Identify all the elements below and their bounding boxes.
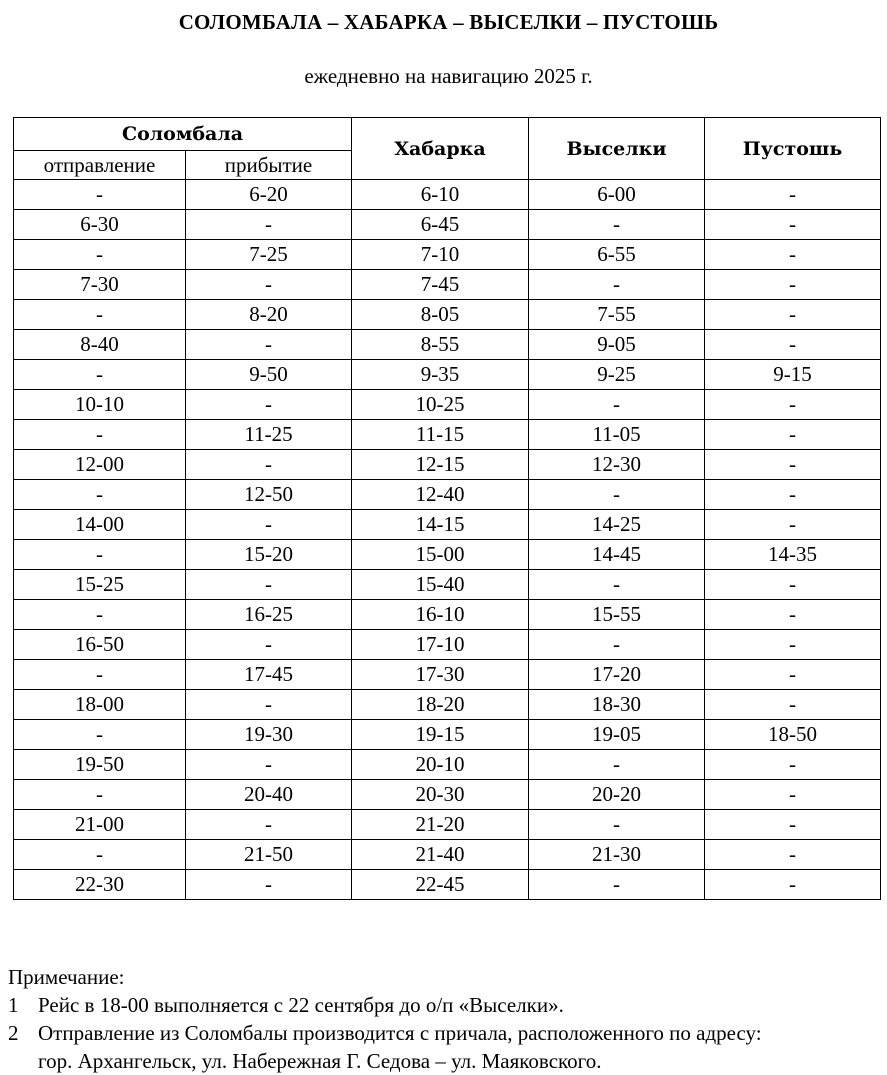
cell-pustosh: - bbox=[705, 270, 881, 300]
table-row bbox=[14, 180, 881, 210]
cell-solombala-arrival: - bbox=[186, 630, 352, 660]
cell-khabarka: 10-25 bbox=[352, 390, 529, 420]
cell-vyselki: 14-25 bbox=[529, 510, 705, 540]
cell-khabarka: 14-15 bbox=[352, 510, 529, 540]
cell-solombala-arrival: - bbox=[186, 450, 352, 480]
cell-pustosh: - bbox=[705, 570, 881, 600]
cell-solombala-departure: - bbox=[14, 720, 186, 750]
cell-khabarka: 17-10 bbox=[352, 630, 529, 660]
cell-pustosh: - bbox=[705, 660, 881, 690]
table-row bbox=[14, 480, 881, 510]
cell-vyselki: - bbox=[529, 210, 705, 240]
cell-vyselki: 18-30 bbox=[529, 690, 705, 720]
cell-khabarka: 7-45 bbox=[352, 270, 529, 300]
note-item bbox=[8, 1019, 878, 1075]
cell-solombala-departure: 7-30 bbox=[14, 270, 186, 300]
cell-solombala-arrival: 6-20 bbox=[186, 180, 352, 210]
cell-solombala-departure: 21-00 bbox=[14, 810, 186, 840]
cell-khabarka: 21-20 bbox=[352, 810, 529, 840]
cell-pustosh: - bbox=[705, 420, 881, 450]
table-row bbox=[14, 570, 881, 600]
cell-vyselki: 12-30 bbox=[529, 450, 705, 480]
table-row bbox=[14, 720, 881, 750]
cell-pustosh: - bbox=[705, 450, 881, 480]
cell-khabarka: 11-15 bbox=[352, 420, 529, 450]
cell-vyselki: 6-55 bbox=[529, 240, 705, 270]
cell-pustosh: - bbox=[705, 870, 881, 900]
cell-pustosh: - bbox=[705, 780, 881, 810]
cell-vyselki: 11-05 bbox=[529, 420, 705, 450]
table-row bbox=[14, 540, 881, 570]
cell-solombala-departure: 18-00 bbox=[14, 690, 186, 720]
cell-solombala-departure: 8-40 bbox=[14, 330, 186, 360]
cell-pustosh: 14-35 bbox=[705, 540, 881, 570]
cell-khabarka: 19-15 bbox=[352, 720, 529, 750]
cell-solombala-arrival: - bbox=[186, 570, 352, 600]
cell-vyselki: 20-20 bbox=[529, 780, 705, 810]
table-row bbox=[14, 870, 881, 900]
table-row bbox=[14, 810, 881, 840]
cell-khabarka: 22-45 bbox=[352, 870, 529, 900]
cell-solombala-arrival: 19-30 bbox=[186, 720, 352, 750]
table-row bbox=[14, 630, 881, 660]
cell-pustosh: - bbox=[705, 180, 881, 210]
cell-khabarka: 9-35 bbox=[352, 360, 529, 390]
note-text: Рейс в 18-00 выполняется с 22 сентября до о/п «Выселки». bbox=[38, 993, 564, 1017]
cell-solombala-arrival: 9-50 bbox=[186, 360, 352, 390]
notes-section bbox=[8, 963, 878, 1075]
cell-solombala-arrival: 8-20 bbox=[186, 300, 352, 330]
cell-solombala-arrival: - bbox=[186, 390, 352, 420]
cell-solombala-departure: - bbox=[14, 180, 186, 210]
cell-solombala-departure: 10-10 bbox=[14, 390, 186, 420]
notes-heading: Примечание: bbox=[8, 965, 125, 989]
cell-solombala-departure: - bbox=[14, 540, 186, 570]
note-number: 1 bbox=[8, 993, 19, 1017]
cell-solombala-departure: - bbox=[14, 420, 186, 450]
cell-solombala-arrival: 12-50 bbox=[186, 480, 352, 510]
cell-pustosh: - bbox=[705, 480, 881, 510]
header-solombala: Соломбала bbox=[14, 118, 352, 151]
cell-solombala-arrival: - bbox=[186, 750, 352, 780]
cell-khabarka: 7-10 bbox=[352, 240, 529, 270]
table-row bbox=[14, 510, 881, 540]
cell-khabarka: 12-40 bbox=[352, 480, 529, 510]
cell-solombala-arrival: - bbox=[186, 810, 352, 840]
page-title: СОЛОМБАЛА – ХАБАРКА – ВЫСЕЛКИ – ПУСТОШЬ bbox=[178, 10, 719, 34]
table-row bbox=[14, 660, 881, 690]
cell-pustosh: 18-50 bbox=[705, 720, 881, 750]
cell-solombala-arrival: - bbox=[186, 870, 352, 900]
cell-solombala-departure: - bbox=[14, 300, 186, 330]
cell-khabarka: 21-40 bbox=[352, 840, 529, 870]
cell-pustosh: - bbox=[705, 390, 881, 420]
cell-solombala-arrival: 20-40 bbox=[186, 780, 352, 810]
cell-pustosh: - bbox=[705, 240, 881, 270]
table-row bbox=[14, 420, 881, 450]
cell-khabarka: 18-20 bbox=[352, 690, 529, 720]
cell-solombala-departure: 6-30 bbox=[14, 210, 186, 240]
page-subtitle: ежедневно на навигацию 2025 г. bbox=[304, 64, 593, 88]
cell-pustosh: - bbox=[705, 690, 881, 720]
subheader-departure: отправление bbox=[14, 151, 186, 180]
cell-pustosh: - bbox=[705, 840, 881, 870]
cell-khabarka: 8-55 bbox=[352, 330, 529, 360]
cell-vyselki: - bbox=[529, 630, 705, 660]
cell-vyselki: 21-30 bbox=[529, 840, 705, 870]
cell-khabarka: 15-00 bbox=[352, 540, 529, 570]
cell-pustosh: - bbox=[705, 330, 881, 360]
cell-khabarka: 12-15 bbox=[352, 450, 529, 480]
cell-solombala-departure: 14-00 bbox=[14, 510, 186, 540]
cell-khabarka: 8-05 bbox=[352, 300, 529, 330]
table-row bbox=[14, 210, 881, 240]
note-item bbox=[8, 991, 878, 1019]
cell-vyselki: 14-45 bbox=[529, 540, 705, 570]
cell-vyselki: 6-00 bbox=[529, 180, 705, 210]
cell-solombala-arrival: - bbox=[186, 330, 352, 360]
table-row bbox=[14, 750, 881, 780]
header-vyselki: Выселки bbox=[529, 118, 705, 180]
header-khabarka: Хабарка bbox=[352, 118, 529, 180]
table-row bbox=[14, 390, 881, 420]
cell-solombala-arrival: - bbox=[186, 210, 352, 240]
cell-vyselki: 15-55 bbox=[529, 600, 705, 630]
note-number: 2 bbox=[8, 1021, 19, 1045]
table-row bbox=[14, 240, 881, 270]
cell-pustosh: - bbox=[705, 600, 881, 630]
cell-solombala-departure: - bbox=[14, 600, 186, 630]
cell-solombala-arrival: - bbox=[186, 690, 352, 720]
cell-khabarka: 6-45 bbox=[352, 210, 529, 240]
cell-solombala-departure: - bbox=[14, 240, 186, 270]
cell-solombala-arrival: - bbox=[186, 510, 352, 540]
cell-solombala-arrival: - bbox=[186, 270, 352, 300]
cell-vyselki: - bbox=[529, 480, 705, 510]
cell-solombala-departure: 12-00 bbox=[14, 450, 186, 480]
cell-pustosh: - bbox=[705, 510, 881, 540]
cell-pustosh: - bbox=[705, 810, 881, 840]
cell-vyselki: 17-20 bbox=[529, 660, 705, 690]
cell-solombala-arrival: 15-20 bbox=[186, 540, 352, 570]
table-row bbox=[14, 780, 881, 810]
cell-vyselki: - bbox=[529, 570, 705, 600]
note-text: Отправление из Соломбалы производится с причала, расположенного по адресу: bbox=[38, 1021, 762, 1045]
cell-solombala-departure: 22-30 bbox=[14, 870, 186, 900]
cell-khabarka: 20-30 bbox=[352, 780, 529, 810]
cell-vyselki: 19-05 bbox=[529, 720, 705, 750]
cell-solombala-departure: - bbox=[14, 660, 186, 690]
cell-solombala-arrival: 21-50 bbox=[186, 840, 352, 870]
cell-solombala-arrival: 17-45 bbox=[186, 660, 352, 690]
cell-pustosh: - bbox=[705, 210, 881, 240]
cell-vyselki: - bbox=[529, 390, 705, 420]
cell-pustosh: 9-15 bbox=[705, 360, 881, 390]
cell-solombala-arrival: 11-25 bbox=[186, 420, 352, 450]
table-row bbox=[14, 840, 881, 870]
cell-pustosh: - bbox=[705, 630, 881, 660]
cell-vyselki: - bbox=[529, 870, 705, 900]
table-row bbox=[14, 330, 881, 360]
cell-pustosh: - bbox=[705, 750, 881, 780]
cell-pustosh: - bbox=[705, 300, 881, 330]
cell-solombala-arrival: 16-25 bbox=[186, 600, 352, 630]
cell-solombala-departure: - bbox=[14, 780, 186, 810]
table-row bbox=[14, 300, 881, 330]
cell-solombala-departure: 15-25 bbox=[14, 570, 186, 600]
cell-solombala-departure: - bbox=[14, 480, 186, 510]
note-text-continued: гор. Архангельск, ул. Набережная Г. Седова – ул. Маяковского. bbox=[38, 1049, 602, 1073]
cell-khabarka: 15-40 bbox=[352, 570, 529, 600]
schedule-table bbox=[13, 117, 881, 900]
cell-solombala-departure: - bbox=[14, 360, 186, 390]
cell-khabarka: 6-10 bbox=[352, 180, 529, 210]
schedule-body bbox=[14, 180, 881, 900]
cell-vyselki: - bbox=[529, 810, 705, 840]
cell-khabarka: 17-30 bbox=[352, 660, 529, 690]
cell-solombala-departure: 19-50 bbox=[14, 750, 186, 780]
table-row bbox=[14, 360, 881, 390]
cell-solombala-departure: 16-50 bbox=[14, 630, 186, 660]
cell-solombala-arrival: 7-25 bbox=[186, 240, 352, 270]
cell-vyselki: - bbox=[529, 750, 705, 780]
table-row bbox=[14, 450, 881, 480]
cell-vyselki: 9-05 bbox=[529, 330, 705, 360]
cell-vyselki: 9-25 bbox=[529, 360, 705, 390]
cell-solombala-departure: - bbox=[14, 840, 186, 870]
table-row bbox=[14, 600, 881, 630]
table-row bbox=[14, 690, 881, 720]
cell-khabarka: 20-10 bbox=[352, 750, 529, 780]
header-pustosh: Пустошь bbox=[705, 118, 881, 180]
cell-khabarka: 16-10 bbox=[352, 600, 529, 630]
subheader-arrival: прибытие bbox=[186, 151, 352, 180]
table-row bbox=[14, 270, 881, 300]
cell-vyselki: 7-55 bbox=[529, 300, 705, 330]
cell-vyselki: - bbox=[529, 270, 705, 300]
